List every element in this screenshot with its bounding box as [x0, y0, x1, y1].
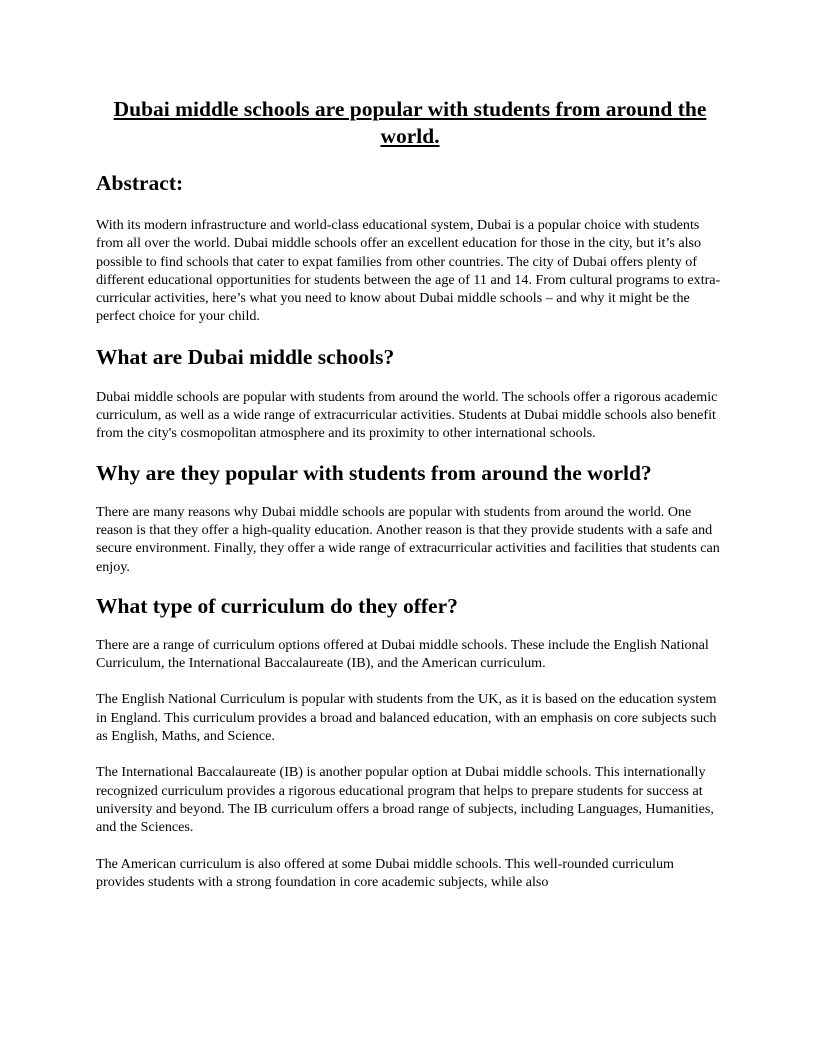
abstract-paragraph: With its modern infrastructure and world-class educational system, Dubai is a popular choice with students from all over the world. Dubai middle schools offer an excellent education for those in the city, but it’s also possible to find schools that cater to expat families from other countries. The city of Dubai offers plenty of different educational opportunities for students between the age of 11 and 14. From cultural programs to extra-curricular activities, here’s what you need to know about Dubai middle schools – and why it might be the perfect choice for your child.	[96, 217, 721, 325]
abstract-heading: Abstract:	[96, 171, 184, 195]
what-are-heading: What are Dubai middle schools?	[96, 344, 395, 369]
document-title: Dubai middle schools are popular with students from around the world.	[113, 97, 707, 148]
why-popular-paragraph: There are many reasons why Dubai middle schools are popular with students from around the world. One reason is that they offer a high-quality education. Another reason is that they provide students with a safe and secure environment. Finally, they offer a wide range of extracurricular activities and facilities that students can enjoy.	[96, 503, 720, 575]
document-page	[96, 96, 724, 891]
curriculum-paragraph-american: The American curriculum is also offered at some Dubai middle schools. This well-rounded curriculum provides students with a strong foundation in core academic subjects, while also	[96, 855, 674, 890]
curriculum-heading: What type of curriculum do they offer?	[96, 593, 458, 618]
curriculum-paragraph-ib: The International Baccalaureate (IB) is another popular option at Dubai middle schools. This internationally recognized curriculum provides a rigorous educational program that helps to prepare students for success at university and beyond. The IB curriculum offers a broad range of subjects, including Languages, Humanities, and the Sciences.	[96, 764, 714, 836]
what-are-paragraph: Dubai middle schools are popular with students from around the world. The schools offer a rigorous academic curriculum, as well as a wide range of extracurricular activities. Students at Dubai middle schools also benefit from the city's cosmopolitan atmosphere and its proximity to other international schools.	[96, 388, 718, 442]
why-popular-heading: Why are they popular with students from around the world?	[96, 460, 652, 485]
curriculum-paragraph-options: There are a range of curriculum options offered at Dubai middle schools. These include the English National Curriculum, the International Baccalaureate (IB), and the American curriculum.	[96, 636, 709, 672]
curriculum-paragraph-english: The English National Curriculum is popular with students from the UK, as it is based on the education system in England. This curriculum provides a broad and balanced education, with an emphasis on core subjects such as English, Maths, and Science.	[96, 691, 717, 745]
